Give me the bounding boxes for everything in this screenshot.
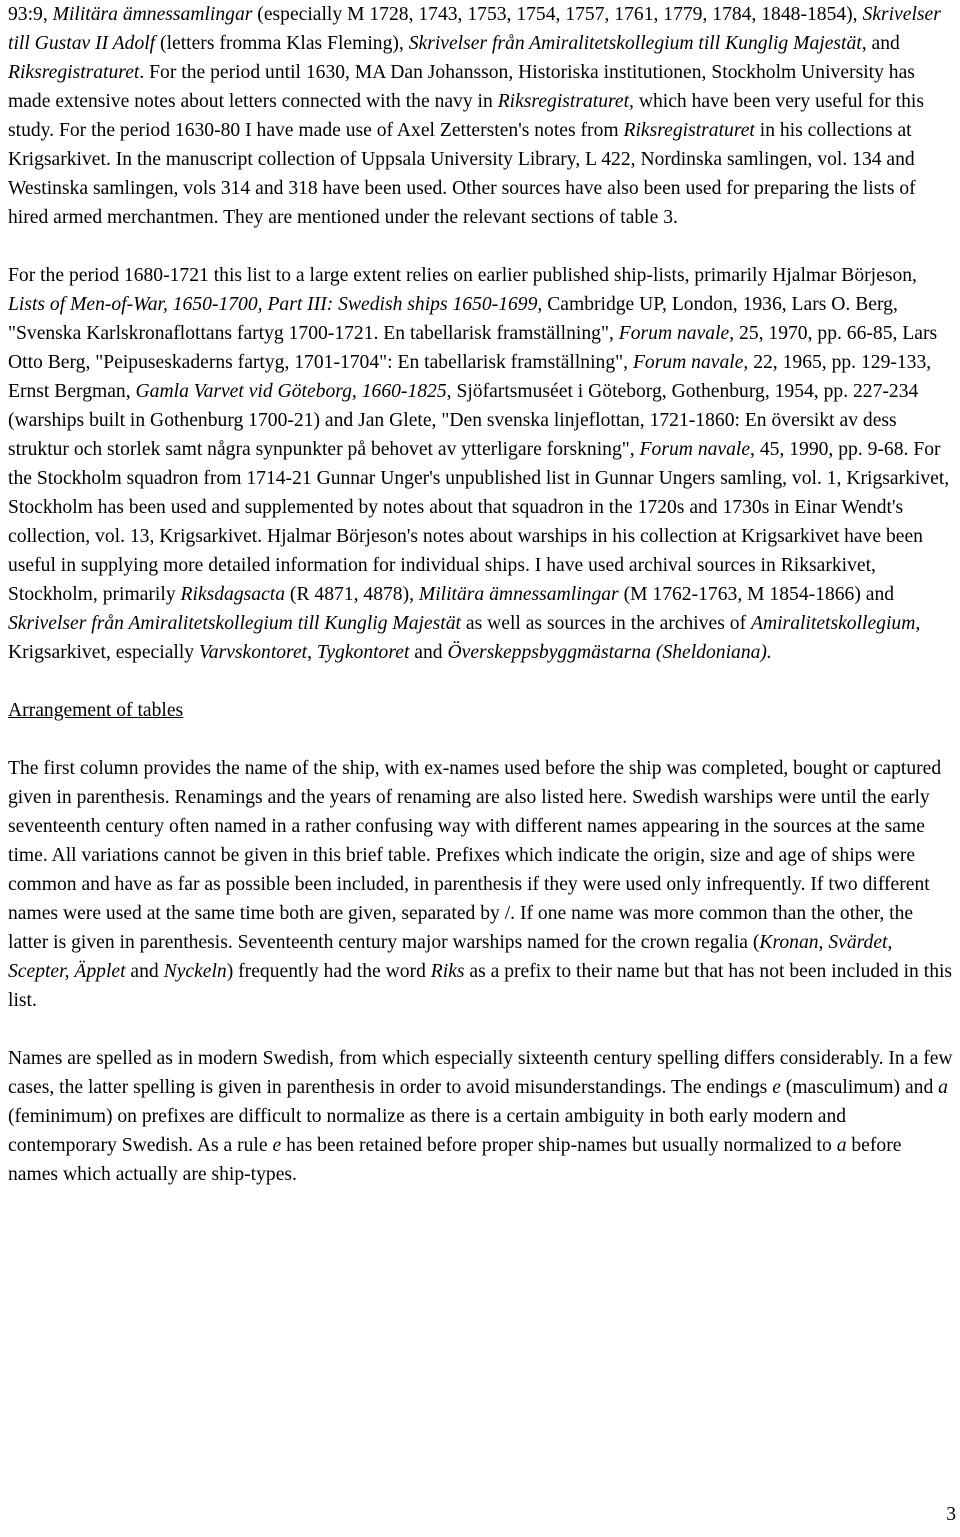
italic-text-run: e xyxy=(272,1135,282,1156)
section-heading-arrangement-of-tables xyxy=(8,696,956,725)
italic-text-run: Forum navale xyxy=(618,323,730,344)
italic-text-run: Riksdagsacta xyxy=(180,584,286,605)
italic-text-run: e xyxy=(772,1077,781,1098)
italic-text-run: Militära ämnessamlingar xyxy=(418,584,619,605)
text-run: (letters fromma Klas Fleming), xyxy=(155,33,409,54)
text-run: before names which actually are ship-types. xyxy=(8,1135,902,1185)
italic-text-run: a xyxy=(938,1077,948,1098)
text-run: , and xyxy=(861,33,900,54)
italic-text-run: Nyckeln xyxy=(163,961,227,982)
italic-text-run: Forum navale xyxy=(632,352,744,373)
paragraph-sources-continued xyxy=(8,0,956,232)
text-run: 93:9, xyxy=(8,4,53,25)
paragraph-published-lists xyxy=(8,261,956,667)
text-run: , Cambridge UP, London, 1936, Lars O. Berg, "Svenska Karlskronaflottans fartyg 1700-1721. En tabellarisk framställning", xyxy=(8,294,898,344)
text-run: , 25, 1970, pp. 66-85, Lars Otto Berg, "Peipuseskaderns fartyg, 1701-1704": En tabellarisk framställning", xyxy=(8,323,938,373)
italic-text-run: Skrivelser från Amiralitetskollegium till Kunglig Majestät xyxy=(8,613,461,634)
text-run: , Krigsarkivet, especially xyxy=(8,613,921,663)
italic-text-run: Skrivelser från Amiralitetskollegium till Kunglig Majestät xyxy=(408,33,862,54)
italic-text-run: Riksregistraturet xyxy=(8,62,140,83)
text-run: Names are spelled as in modern Swedish, from which especially sixteenth century spelling differs considerably. In a few cases, the latter spelling is given in parenthesis in order to avoid misunderstandings. The endings xyxy=(8,1048,953,1098)
document-page xyxy=(8,0,956,1189)
italic-text-run: Gamla Varvet vid Göteborg, 1660-1825 xyxy=(135,381,447,402)
italic-text-run: Riks xyxy=(430,961,465,982)
text-run: ) frequently had the word xyxy=(226,961,431,982)
text-run: The first column provides the name of the ship, with ex-names used before the ship was completed, bought or captured given in parenthesis. Renamings and the years of renaming are also listed here. Swedish warships were until the early seventeenth century often named in a rather confusing way with different names appearing in the sources at the same time. All variations cannot be given in this brief table. Prefixes which indicate the origin, size and age of ships were common and have as far as possible been included, in parenthesis if they were used only infrequently. If two different names were used at the same time both are given, separated by /. If one name was more common than the other, the latter is given in parenthesis. Seventeenth century major warships named for the crown regalia ( xyxy=(8,758,942,953)
text-run: , 45, 1990, pp. 9-68. For the Stockholm squadron from 1714-21 Gunnar Unger's unpublished list in Gunnar Ungers samling, vol. 1, Krigsarkivet, Stockholm has been used and supplemented by notes about that squadron in the 1720s and 1730s in Einar Wendt's collection, vol. 13, Krigsarkivet. Hjalmar Börjeson's notes about warships in his collection at Krigsarkivet have been useful in supplying more detailed information for individual ships. I have used archival sources in Riksarkivet, Stockholm, primarily xyxy=(8,439,950,605)
italic-text-run: Amiralitetskollegium xyxy=(751,613,916,634)
text-run: (R 4871, 4878), xyxy=(285,584,419,605)
text-run: in his collections at Krigsarkivet. In the manuscript collection of Uppsala University Library, L 422, Nordinska samlingen, vol. 134 and Westinska samlingen, vols 314 and 318 have been used. Other sources have also been used for preparing the lists of hired armed merchantmen. They are mentioned under the relevant sections of table 3. xyxy=(8,120,916,228)
italic-text-run: Tygkontoret xyxy=(316,642,410,663)
italic-text-run: Riksregistraturet xyxy=(623,120,755,141)
italic-text-run: Riksregistraturet xyxy=(497,91,630,112)
italic-text-run: Kronan, Svärdet, Scepter, Äpplet xyxy=(8,932,893,982)
italic-text-run: Varvskontoret xyxy=(198,642,308,663)
italic-text-run: Forum navale xyxy=(639,439,751,460)
italic-text-run: Lists of Men-of-War, 1650-1700, Part III: Swedish ships 1650-1699 xyxy=(8,294,538,315)
italic-text-run: Militära ämnessamlingar xyxy=(52,4,253,25)
text-run: Arrangement of tables xyxy=(8,700,184,721)
text-run: and xyxy=(409,642,448,663)
text-run: and xyxy=(125,961,164,982)
text-run: . For the period until 1630, MA Dan Johansson, Historiska institutionen, Stockholm University has made extensive notes about letters connected with the navy in xyxy=(8,62,915,112)
text-run: , xyxy=(307,642,317,663)
text-run: (especially M 1728, 1743, 1753, 1754, 1757, 1761, 1779, 1784, 1848-1854), xyxy=(252,4,863,25)
paragraph-first-column xyxy=(8,754,956,1015)
text-run: , 22, 1965, pp. 129-133, Ernst Bergman, xyxy=(8,352,932,402)
text-run: , which have been very useful for this study. For the period 1630-80 I have made use of Axel Zettersten's notes from xyxy=(8,91,924,141)
italic-text-run: Skrivelser till Gustav II Adolf xyxy=(8,4,941,54)
text-run: as a prefix to their name but that has not been included in this list. xyxy=(8,961,953,1011)
page-number: 3 xyxy=(946,1504,956,1525)
text-run: has been retained before proper ship-names but usually normalized to xyxy=(281,1135,837,1156)
text-run: as well as sources in the archives of xyxy=(460,613,751,634)
text-run: , Sjöfartsmuséet i Göteborg, Gothenburg, 1954, pp. 227-234 (warships built in Gothenburg 1700-21) and Jan Glete, "Den svenska linjeflottan, 1721-1860: En översikt av dess struktur och storlek samt några synpunkter på behovet av ytterligare forskning", xyxy=(8,381,919,460)
text-run: (M 1762-1763, M 1854-1866) and xyxy=(618,584,895,605)
text-run: (feminimum) on prefixes are difficult to normalize as there is a certain ambiguity in both early modern and contemporary Swedish. As a rule xyxy=(8,1106,847,1156)
italic-text-run: a xyxy=(836,1135,847,1156)
paragraph-spelling xyxy=(8,1044,956,1189)
text-run: (masculimum) and xyxy=(780,1077,939,1098)
text-run: For the period 1680-1721 this list to a large extent relies on earlier published ship-lists, primarily Hjalmar Börjeson, xyxy=(8,265,917,286)
italic-text-run: Överskeppsbyggmästarna (Sheldoniana). xyxy=(447,642,772,663)
